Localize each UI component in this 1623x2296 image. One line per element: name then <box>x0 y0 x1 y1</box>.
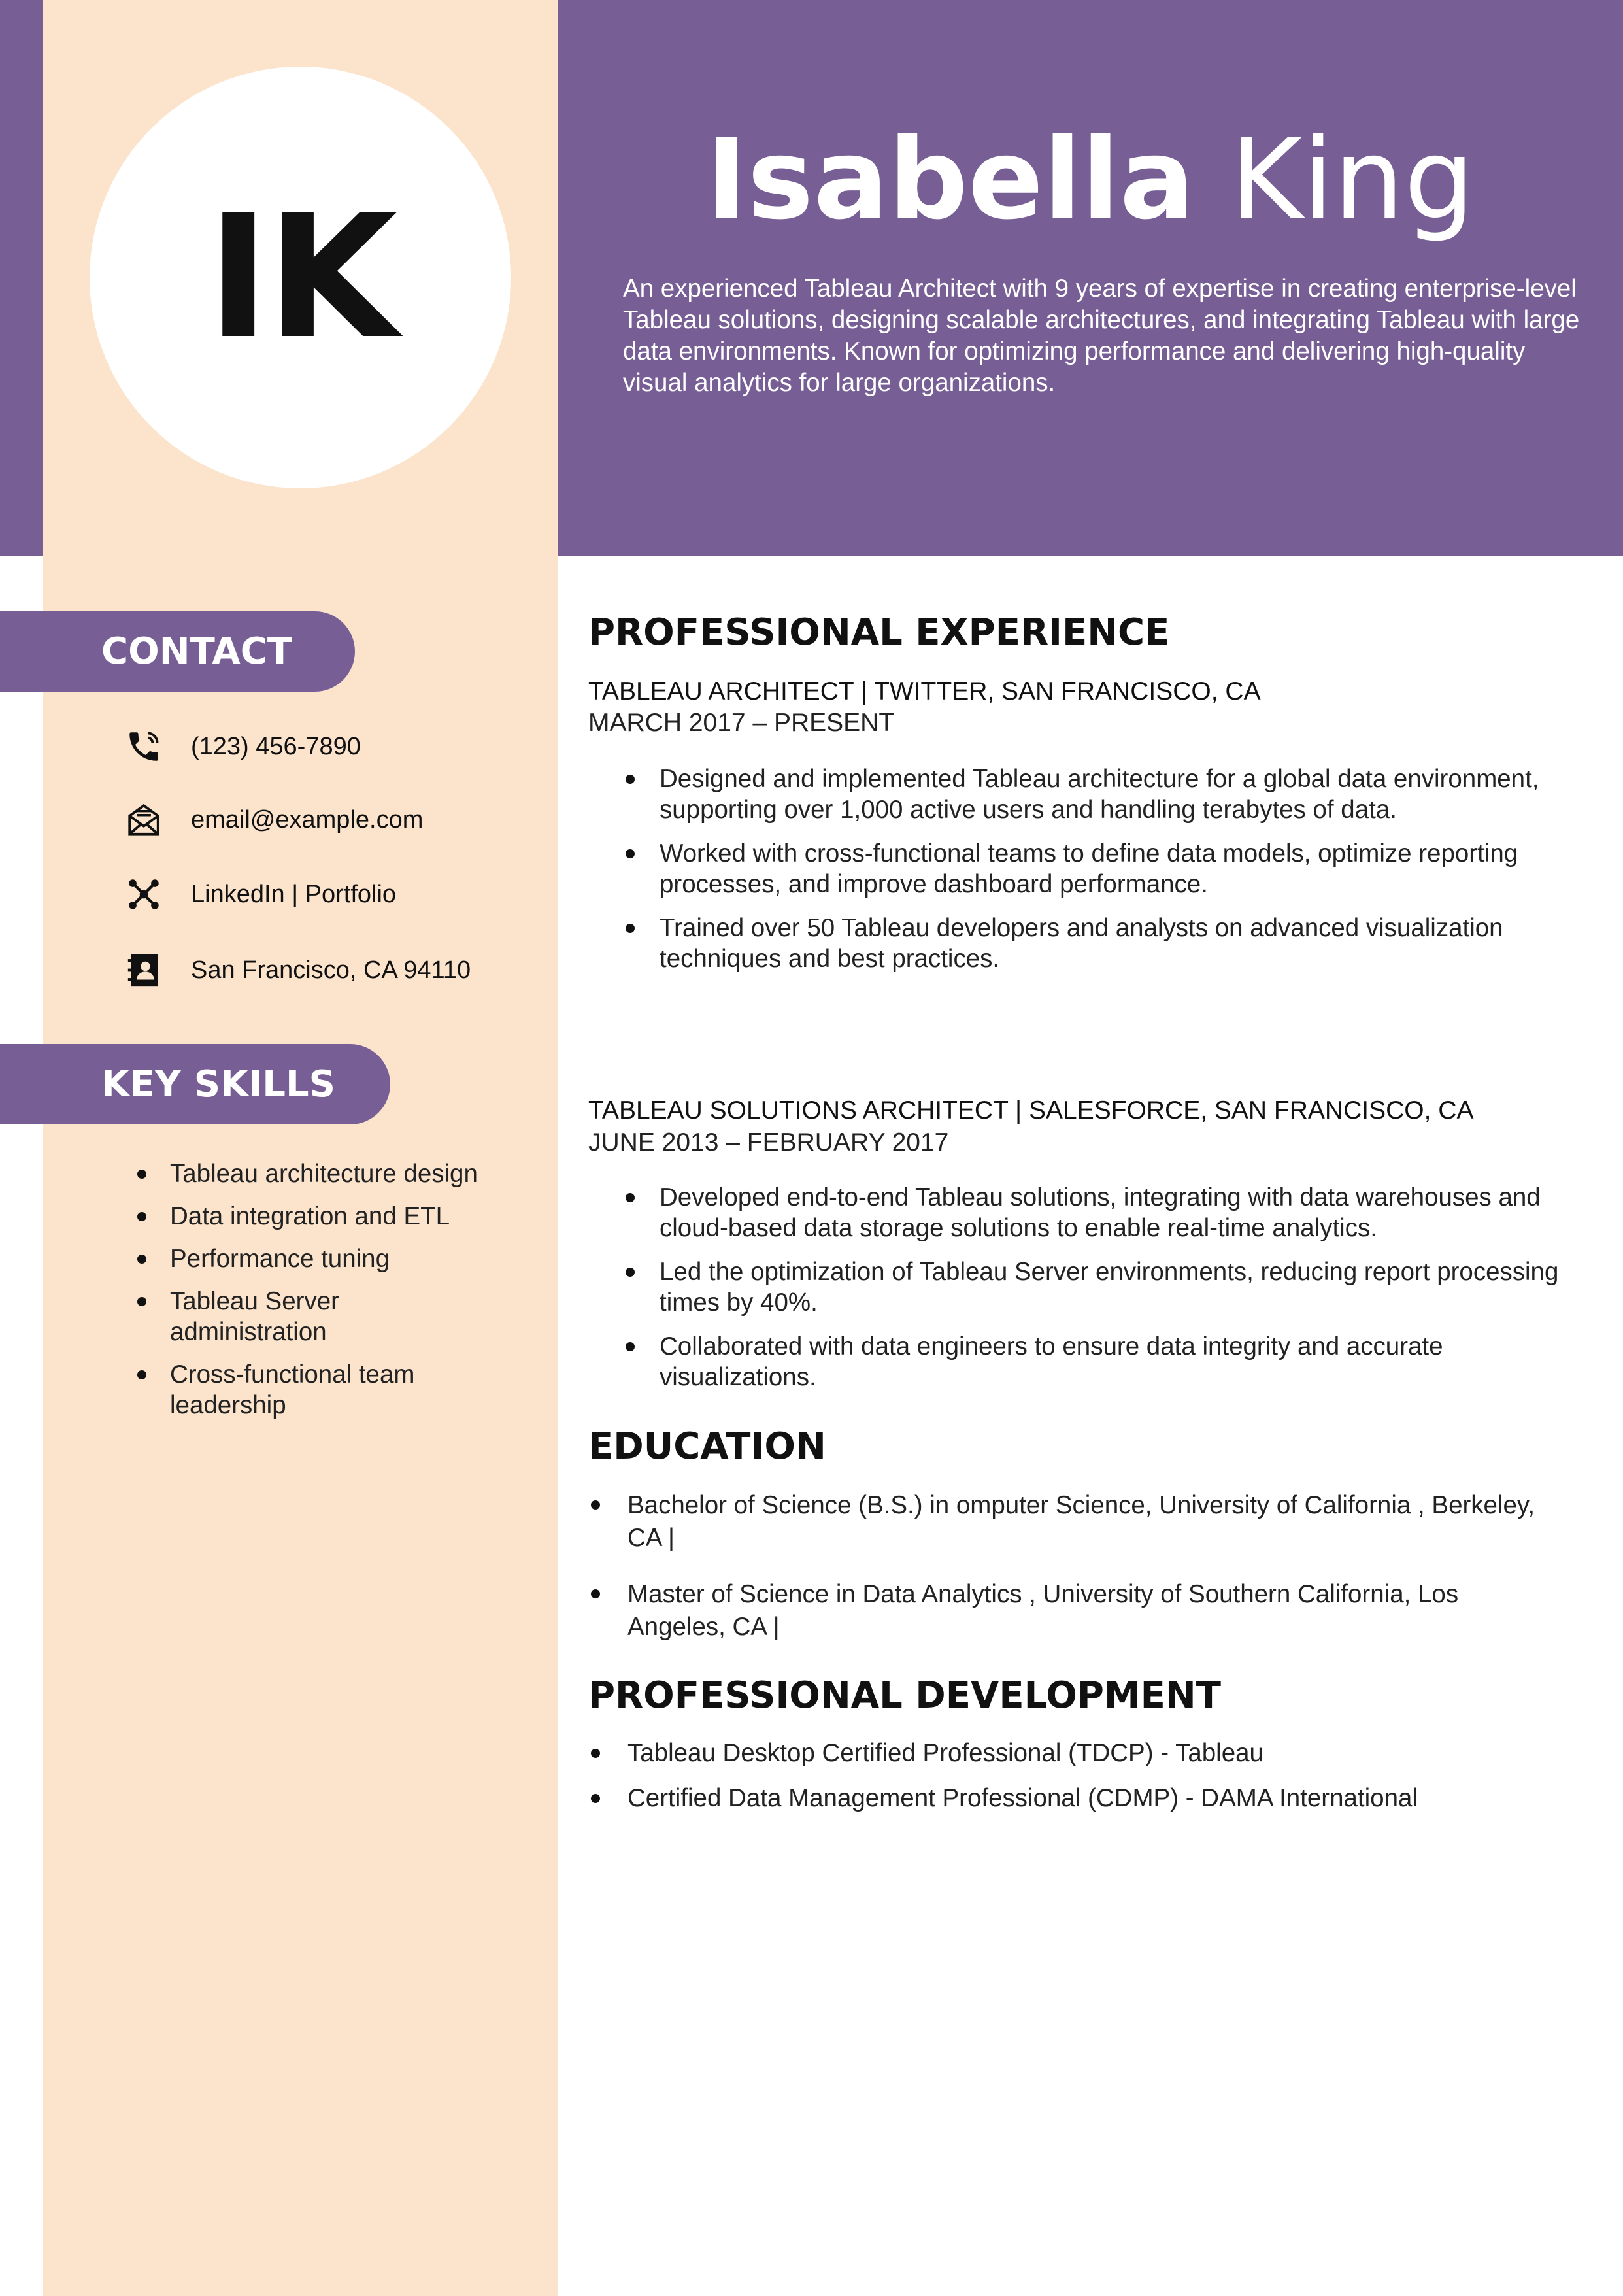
skill-item: Tableau Server administration <box>137 1286 425 1347</box>
address-book-icon <box>124 951 163 990</box>
contact-email[interactable]: email@example.com <box>191 805 424 834</box>
job-bullet: Worked with cross-functional teams to define data models, optimize reporting processes, and improve dashboard performance. <box>623 838 1577 900</box>
summary: An experienced Tableau Architect with 9 years of expertise in creating enterprise-level Tableau solutions, designing scalable architectures, and integrating Tableau with large data environments. Known for optimizing performance and delivering high-quality visual analytics for large organizations. <box>623 275 1580 397</box>
skill-item: Cross-functional team leadership <box>137 1359 464 1421</box>
contact-address: San Francisco, CA 94110 <box>191 956 471 984</box>
phone-icon <box>124 727 163 766</box>
development-list <box>588 1738 1569 1828</box>
contact-links[interactable]: LinkedIn | Portfolio <box>191 880 397 908</box>
education-list <box>588 1489 1536 1667</box>
job-bullet: Designed and implemented Tableau architecture for a global data environment, supporting over 1,000 active users and handling terabytes of data. <box>623 764 1577 825</box>
job-dates: MARCH 2017 – PRESENT <box>588 709 895 737</box>
education-item: Bachelor of Science (B.S.) in omputer Science, University of California , Berkeley, CA | <box>588 1489 1536 1555</box>
first-name: Isabella <box>706 115 1195 245</box>
contact-phone-row <box>124 727 361 766</box>
development-item: Tableau Desktop Certified Professional (TDCP) - Tableau <box>588 1738 1569 1768</box>
job-bullet: Collaborated with data engineers to ensure data integrity and accurate visualizations. <box>623 1331 1577 1393</box>
candidate-name <box>558 115 1623 245</box>
skill-item: Performance tuning <box>137 1243 529 1274</box>
contact-links-row <box>124 875 396 914</box>
development-heading: PROFESSIONAL DEVELOPMENT <box>588 1674 1221 1717</box>
contact-phone: (123) 456-7890 <box>191 732 361 760</box>
education-heading: EDUCATION <box>588 1425 826 1468</box>
job-bullet: Led the optimization of Tableau Server environments, reducing report processing times by 40%. <box>623 1257 1577 1318</box>
job-title: TABLEAU SOLUTIONS ARCHITECT | SALESFORCE, SAN FRANCISCO, CA <box>588 1096 1474 1124</box>
job-dates: JUNE 2013 – FEBRUARY 2017 <box>588 1128 949 1156</box>
monogram-circle <box>90 67 511 488</box>
contact-address-row <box>124 951 471 990</box>
experience-heading: PROFESSIONAL EXPERIENCE <box>588 611 1170 654</box>
skills-heading: KEY SKILLS <box>0 1044 390 1124</box>
job-bullet: Developed end-to-end Tableau solutions, integrating with data warehouses and cloud-based data storage solutions to enable real-time analytics. <box>623 1182 1577 1243</box>
contact-heading: CONTACT <box>0 611 355 692</box>
network-icon <box>124 875 163 914</box>
development-item: Certified Data Management Professional (CDMP) - DAMA International <box>588 1783 1569 1814</box>
contact-email-row <box>124 800 423 839</box>
skill-item: Tableau architecture design <box>137 1158 529 1189</box>
envelope-icon <box>124 800 163 839</box>
skill-item: Data integration and ETL <box>137 1201 529 1232</box>
last-name: King <box>1230 115 1475 245</box>
job-title: TABLEAU ARCHITECT | TWITTER, SAN FRANCISCO, CA <box>588 677 1261 705</box>
job-bullet: Trained over 50 Tableau developers and analysts on advanced visualization techniques and best practices. <box>623 913 1577 974</box>
left-accent-strip <box>0 0 43 556</box>
monogram-text: IK <box>207 178 394 377</box>
job-bullets <box>623 1182 1577 1406</box>
skills-list <box>137 1158 529 1432</box>
job-bullets <box>623 764 1577 987</box>
education-item: Master of Science in Data Analytics , University of Southern California, Los Angeles, CA | <box>588 1578 1536 1644</box>
